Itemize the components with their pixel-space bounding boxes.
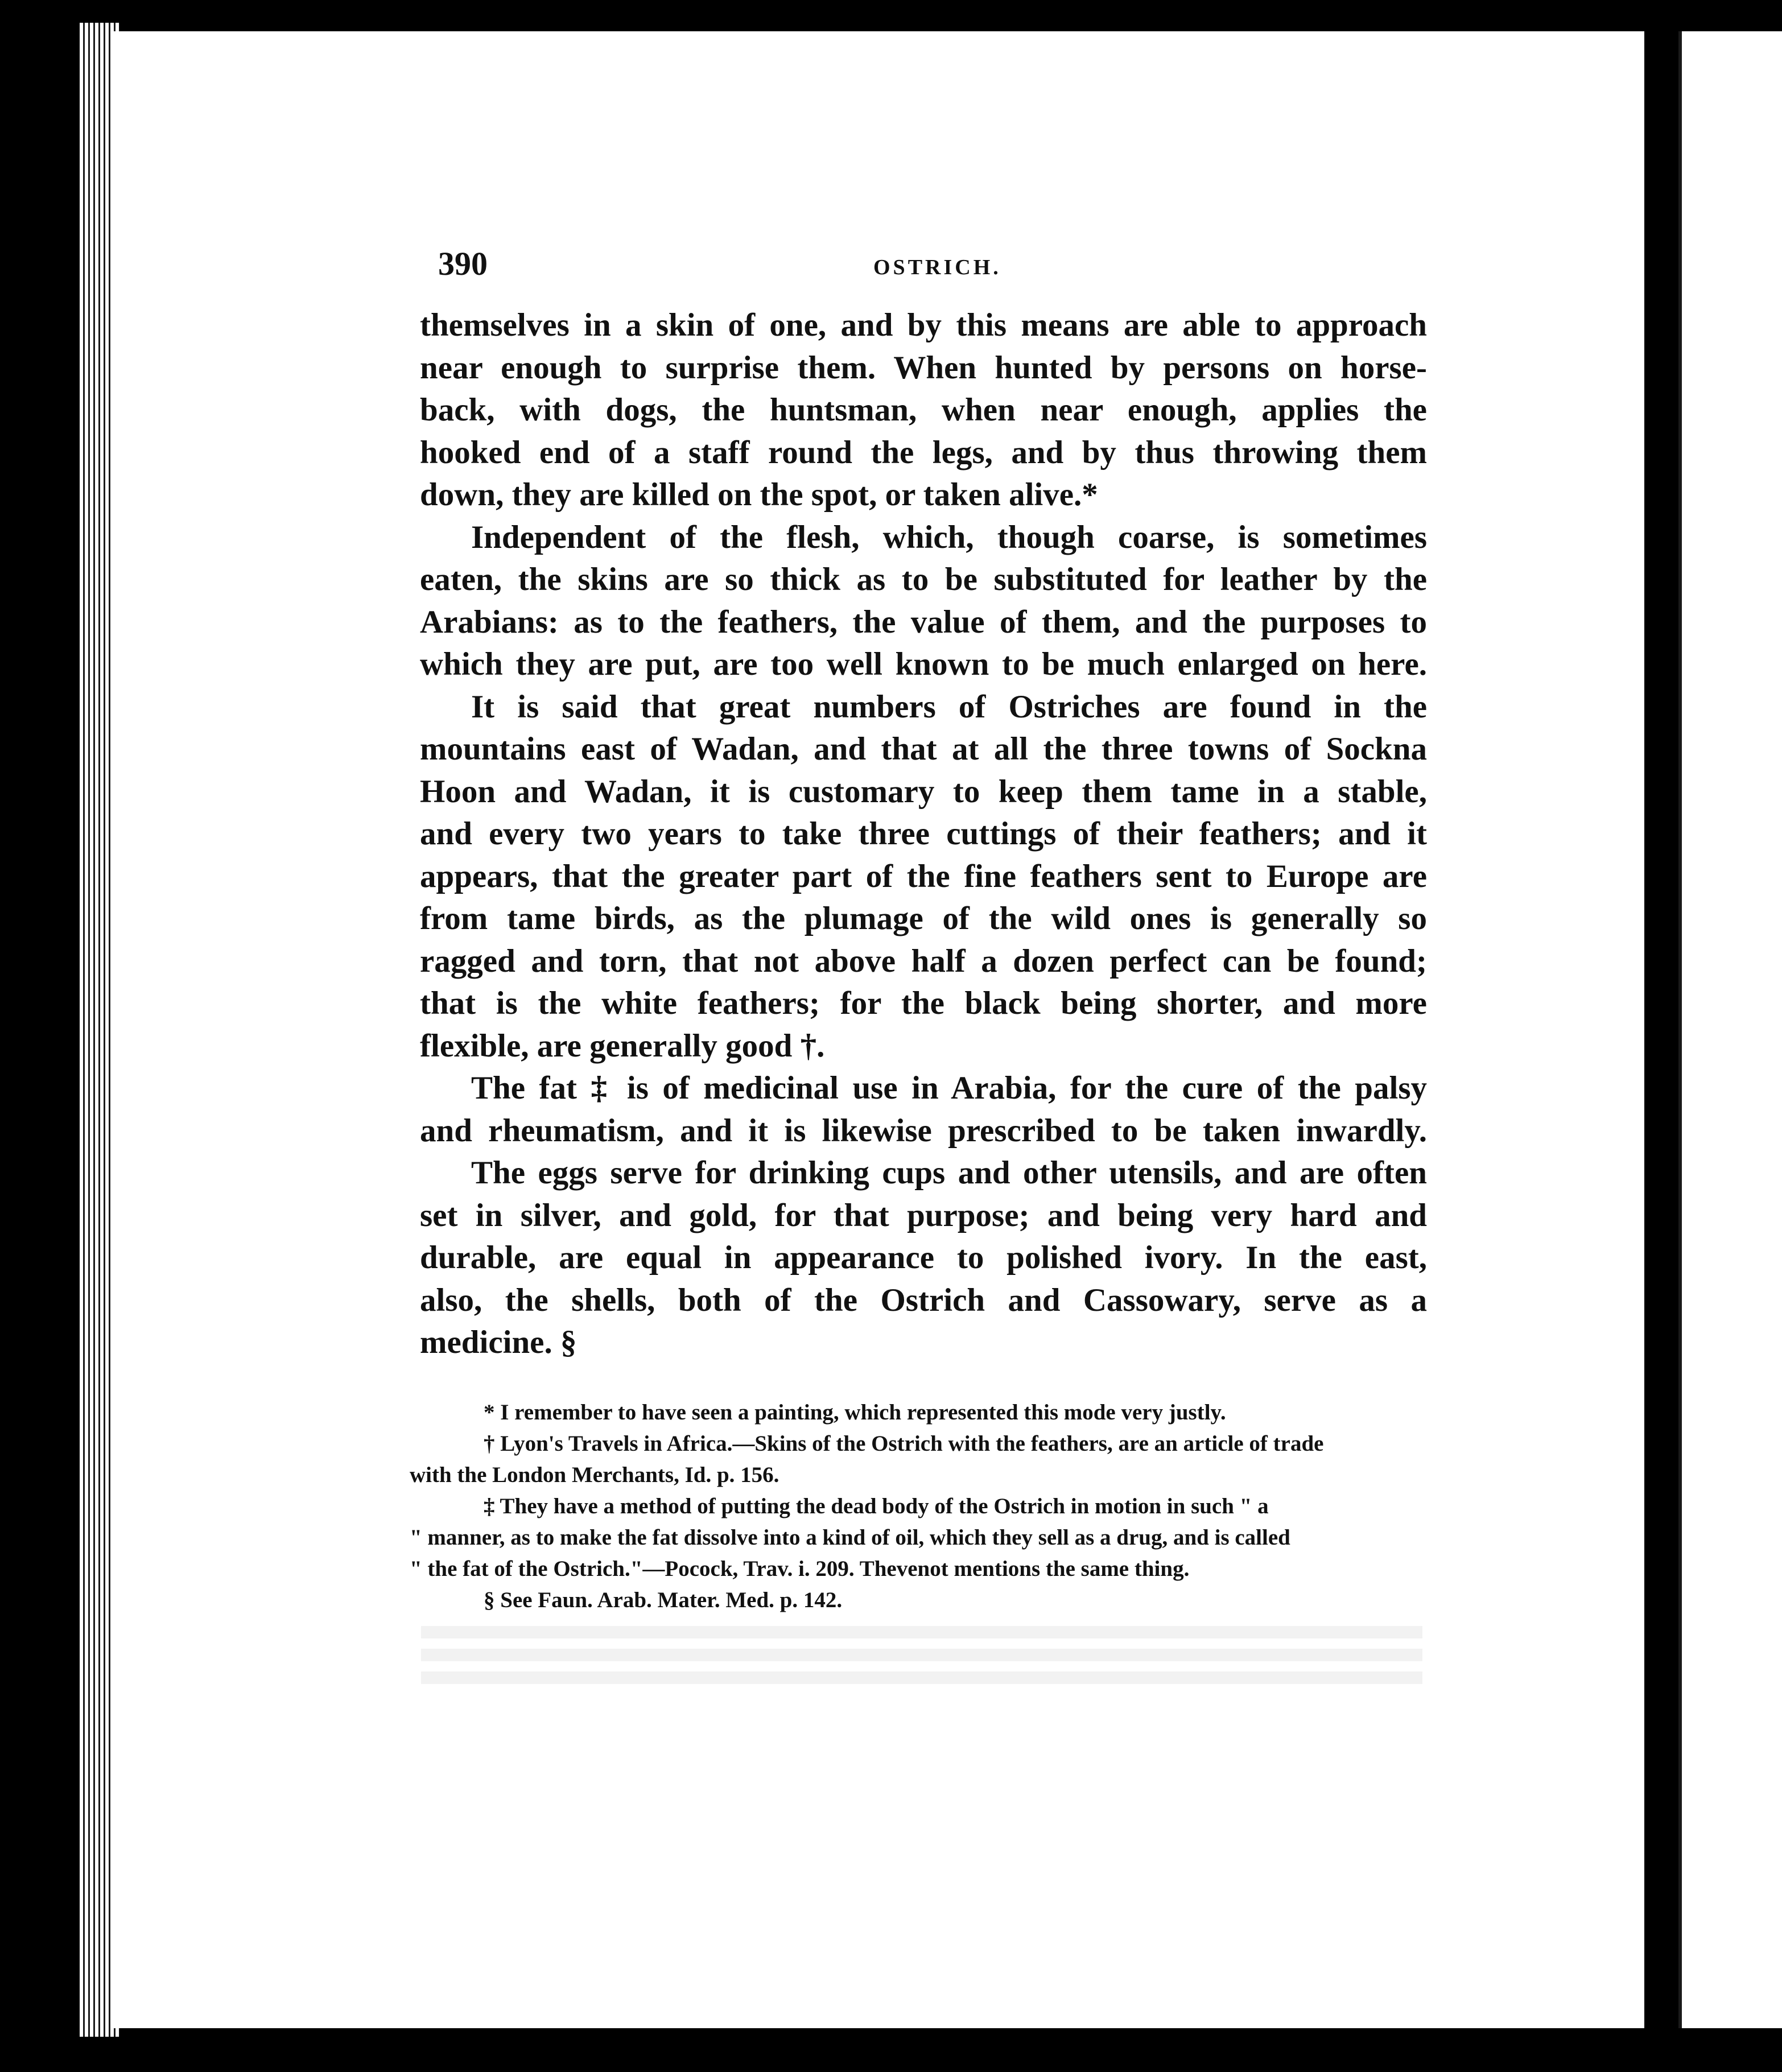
text-line: from tame birds, as the plumage of the wild ones is generally so bbox=[420, 901, 1427, 936]
running-title: OSTRICH. bbox=[873, 255, 1001, 279]
text-line: Arabians: as to the feathers, the value of them, and the purposes to bbox=[420, 604, 1427, 640]
text-line: and every two years to take three cuttings of their feathers; and it bbox=[420, 816, 1427, 852]
text-line: The fat ‡ is of medicinal use in Arabia, for the cure of the palsy bbox=[471, 1070, 1427, 1106]
text-line: It is said that great numbers of Ostriches are found in the bbox=[471, 688, 1427, 725]
footnote-line: ‡ They have a method of putting the dead body of the Ostrich in motion in such " a bbox=[484, 1494, 1269, 1518]
footnote-line: † Lyon's Travels in Africa.—Skins of the Ostrich with the feathers, are an article of trade bbox=[484, 1431, 1324, 1456]
footnote-line: with the London Merchants, Id. p. 156. bbox=[410, 1463, 779, 1487]
text-line: Hoon and Wadan, it is customary to keep them tame in a stable, bbox=[420, 773, 1427, 810]
text-line: hooked end of a staff round the legs, and by thus throwing them bbox=[420, 434, 1427, 470]
text-line: back, with dogs, the huntsman, when near enough, applies the bbox=[420, 392, 1427, 428]
text-line: themselves in a skin of one, and by this means are able to approach bbox=[420, 307, 1427, 343]
text-line: set in silver, and gold, for that purpose; and being very hard and bbox=[420, 1197, 1427, 1233]
text-line: which they are put, are too well known to be much enlarged on here. bbox=[420, 646, 1427, 682]
footnote-line: § See Faun. Arab. Mater. Med. p. 142. bbox=[484, 1588, 843, 1612]
text-line: ragged and torn, that not above half a dozen perfect can be found; bbox=[420, 943, 1427, 979]
text-line: flexible, are generally good †. bbox=[420, 1027, 825, 1064]
page-number: 390 bbox=[438, 245, 488, 282]
text-line: eaten, the skins are so thick as to be substituted for leather by the bbox=[420, 562, 1427, 597]
text-line: appears, that the greater part of the fine feathers sent to Europe are bbox=[420, 858, 1427, 894]
footnotes bbox=[410, 1397, 1411, 1616]
show-through-bleed bbox=[421, 1616, 1422, 1690]
text-line: medicine. § bbox=[420, 1324, 577, 1360]
body-text bbox=[420, 304, 1427, 1364]
text-line: mountains east of Wadan, and that at all the three towns of Sockna bbox=[420, 731, 1427, 767]
footnote-line: * I remember to have seen a painting, which represented this mode very justly. bbox=[484, 1400, 1226, 1425]
text-line: Independent of the flesh, which, though coarse, is sometimes bbox=[471, 519, 1427, 555]
running-header bbox=[438, 245, 1422, 290]
text-line: and rheumatism, and it is likewise prescribed to be taken inwardly. bbox=[420, 1112, 1427, 1149]
text-line: near enough to surprise them. When hunted by persons on horse- bbox=[420, 349, 1427, 386]
text-line: down, they are killed on the spot, or taken alive.* bbox=[420, 477, 1098, 513]
text-line: also, the shells, both of the Ostrich and Cassowary, serve as a bbox=[420, 1282, 1427, 1318]
adjacent-page-edge bbox=[1678, 31, 1782, 2028]
text-line: The eggs serve for drinking cups and other utensils, and are often bbox=[471, 1155, 1427, 1191]
text-line: that is the white feathers; for the black being shorter, and more bbox=[420, 985, 1427, 1021]
footnote-line: " the fat of the Ostrich."—Pocock, Trav. i. 209. Thevenot mentions the same thing. bbox=[410, 1557, 1190, 1581]
text-line: durable, are equal in appearance to polished ivory. In the east, bbox=[420, 1240, 1427, 1276]
footnote-line: " manner, as to make the fat dissolve into a kind of oil, which they sell as a drug, and is called bbox=[410, 1525, 1290, 1550]
